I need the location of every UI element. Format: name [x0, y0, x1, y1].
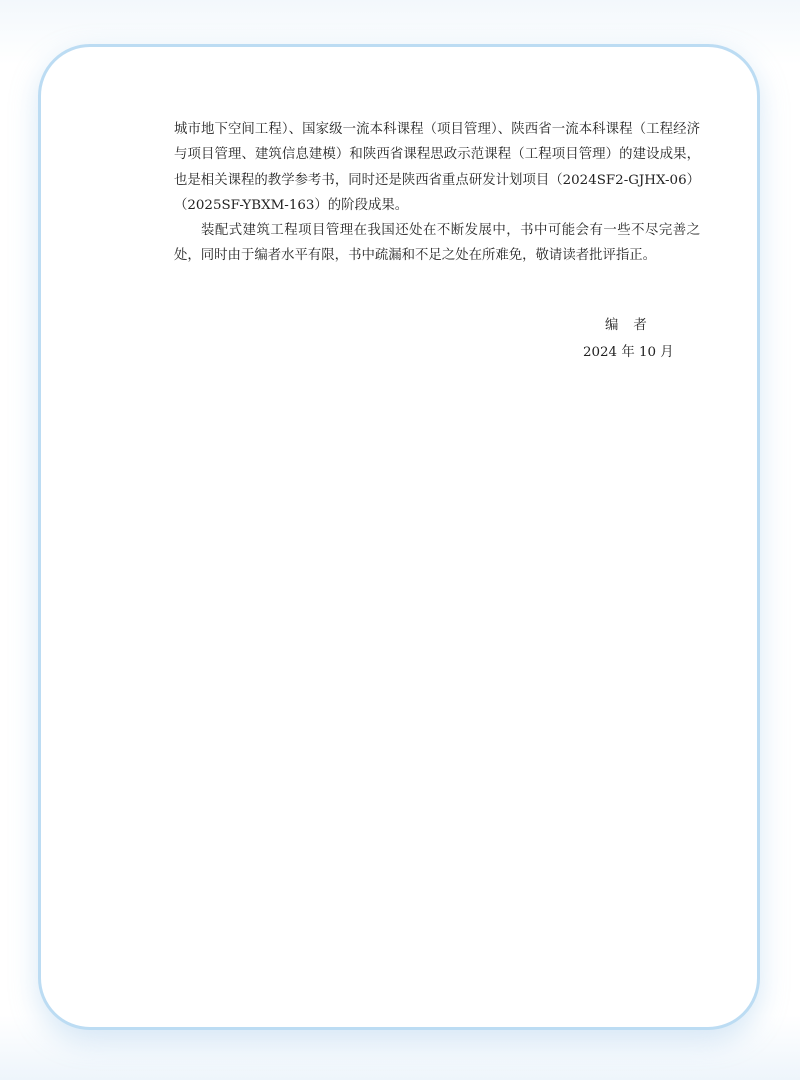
signature-date: 2024 年 10 月 — [583, 345, 674, 360]
document-body — [174, 117, 700, 269]
signature-author: 编者 — [605, 318, 662, 333]
paragraph-2: 装配式建筑工程项目管理在我国还处在不断发展中，书中可能会有一些不尽完善之处，同时由于编者水平有限，书中疏漏和不足之处在所难免，敬请读者批评指正。 — [174, 223, 700, 264]
paragraph-1: 城市地下空间工程）、国家级一流本科课程（项目管理）、陕西省一流本科课程（工程经济与项目管理、建筑信息建模）和陕西省课程思政示范课程（工程项目管理）的建设成果，也是相关课程的教学参考书，同时还是陕西省重点研发计划项目（2024SF2-GJHX-06）（2025SF-YBXM-163）的阶段成果。 — [174, 122, 700, 213]
